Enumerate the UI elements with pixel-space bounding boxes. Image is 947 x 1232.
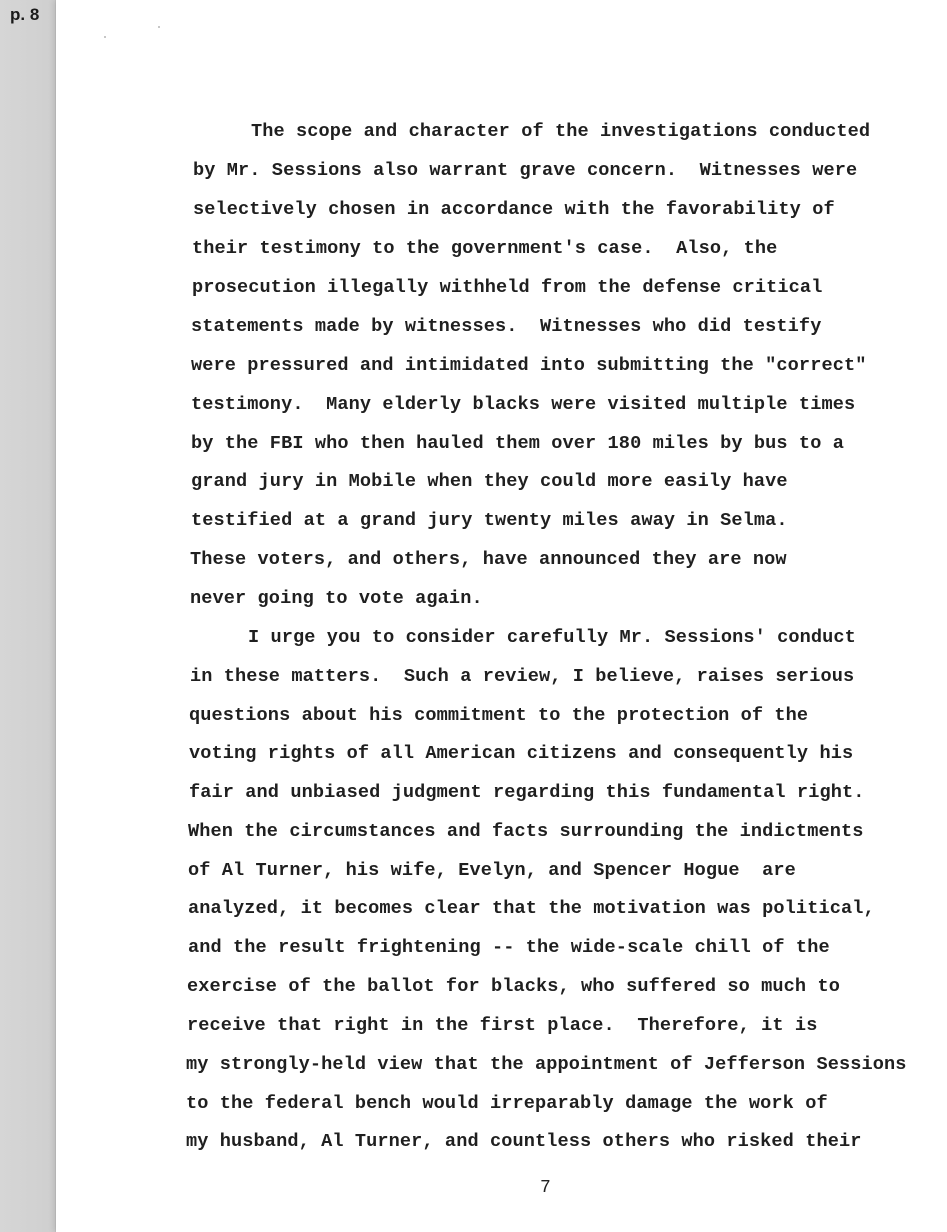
text-line: exercise of the ballot for blacks, who suffered so much to	[187, 976, 840, 997]
text-line: fair and unbiased judgment regarding this fundamental right.	[189, 782, 865, 803]
text-line: testified at a grand jury twenty miles away in Selma.	[191, 510, 788, 531]
text-line: selectively chosen in accordance with the favorability of	[193, 199, 835, 220]
text-line: statements made by witnesses. Witnesses who did testify	[191, 316, 822, 337]
text-line: testimony. Many elderly blacks were visited multiple times	[191, 394, 856, 415]
text-line: my husband, Al Turner, and countless others who risked their	[186, 1131, 862, 1152]
scan-speck	[104, 36, 106, 38]
text-line: These voters, and others, have announced they are now	[190, 549, 787, 570]
text-line: voting rights of all American citizens and consequently his	[189, 743, 854, 764]
text-line: my strongly-held view that the appointment of Jefferson Sessions	[186, 1054, 907, 1075]
text-line: prosecution illegally withheld from the defense critical	[192, 277, 823, 298]
text-line: grand jury in Mobile when they could more easily have	[191, 471, 788, 492]
page-number: 7	[540, 1178, 551, 1198]
text-line: analyzed, it becomes clear that the motivation was political,	[188, 898, 875, 919]
text-line: receive that right in the first place. Therefore, it is	[187, 1015, 818, 1036]
text-line: questions about his commitment to the protection of the	[189, 705, 809, 726]
page-gutter	[0, 0, 56, 1232]
text-line: of Al Turner, his wife, Evelyn, and Spencer Hogue are	[188, 860, 796, 881]
text-line: never going to vote again.	[190, 588, 483, 609]
text-line: to the federal bench would irreparably damage the work of	[186, 1093, 828, 1114]
text-line: were pressured and intimidated into submitting the "correct"	[191, 355, 867, 376]
text-line: by the FBI who then hauled them over 180 miles by bus to a	[191, 433, 844, 454]
text-line: in these matters. Such a review, I believe, raises serious	[190, 666, 855, 687]
text-line: and the result frightening -- the wide-scale chill of the	[188, 937, 830, 958]
text-line: by Mr. Sessions also warrant grave concern. Witnesses were	[193, 160, 858, 181]
text-line: I urge you to consider carefully Mr. Sessions' conduct	[248, 627, 856, 648]
text-line: When the circumstances and facts surrounding the indictments	[188, 821, 864, 842]
text-line: their testimony to the government's case. Also, the	[192, 238, 778, 259]
scan-speck	[158, 26, 160, 28]
document-page	[56, 0, 947, 1232]
text-line: The scope and character of the investigations conducted	[251, 121, 871, 142]
page-indicator: p. 8	[10, 5, 40, 24]
